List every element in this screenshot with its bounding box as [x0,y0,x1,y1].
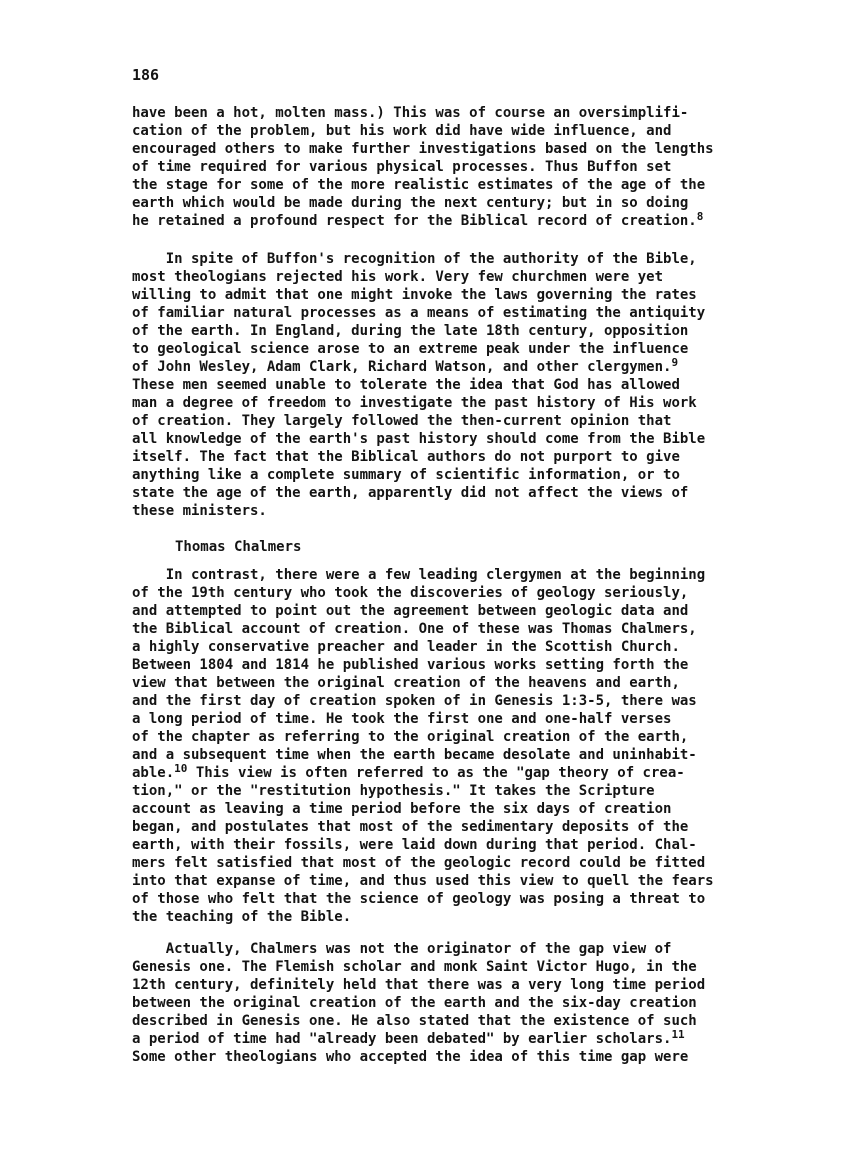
text-line: and a subsequent time when the earth became desolate and uninhabit- [132,747,697,763]
text-line [132,764,732,782]
text-line: view that between the original creation of the heavens and earth, [132,675,680,691]
text-line: These men seemed unable to tolerate the idea that God has allowed [132,377,680,393]
text-fragment: able. [132,765,175,781]
footnote-marker: 8 [696,210,704,223]
text-line: Actually, Chalmers was not the originator of the gap view of [132,941,672,957]
text-line: Genesis one. The Flemish scholar and monk Saint Victor Hugo, in the [132,959,697,975]
footnote-marker: 10 [174,762,188,775]
footnote-marker: 11 [671,1028,685,1041]
text-line: of familiar natural processes as a means of estimating the antiquity [132,305,706,321]
text-line [132,1030,732,1048]
text-line: Some other theologians who accepted the idea of this time gap were [132,1049,689,1065]
text-line: between the original creation of the earth and the six-day creation [132,995,697,1011]
paragraph-buffon-conclusion [132,104,732,230]
text-line: of those who felt that the science of geology was posing a threat to [132,891,706,907]
text-line: into that expanse of time, and thus used this view to quell the fears [132,873,714,889]
text-line: Between 1804 and 1814 he published various works setting forth the [132,657,689,673]
text-line: mers felt satisfied that most of the geologic record could be fitted [132,855,706,871]
text-line: a highly conservative preacher and leader in the Scottish Church. [132,639,680,655]
text-line: state the age of the earth, apparently did not affect the views of [132,485,689,501]
text-line: these ministers. [132,503,267,519]
text-line: and the first day of creation spoken of in Genesis 1:3-5, there was [132,693,697,709]
text-line: have been a hot, molten mass.) This was of course an oversimplifi- [132,105,689,121]
text-line: itself. The fact that the Biblical authors do not purport to give [132,449,680,465]
text-line: anything like a complete summary of scientific information, or to [132,467,680,483]
text-line: of the chapter as referring to the original creation of the earth, [132,729,689,745]
text-line: to geological science arose to an extreme peak under the influence [132,341,689,357]
text-fragment: This view is often referred to as the "gap theory of crea- [187,765,685,781]
text-line: all knowledge of the earth's past history should come from the Bible [132,431,706,447]
text-line [132,358,732,376]
paragraph-chalmers [132,566,732,926]
text-fragment: he retained a profound respect for the Biblical record of creation. [132,213,697,229]
text-line: a long period of time. He took the first one and one-half verses [132,711,672,727]
text-line: earth which would be made during the next century; but in so doing [132,195,689,211]
text-line: of the earth. In England, during the late 18th century, opposition [132,323,689,339]
text-line: of the 19th century who took the discoveries of geology seriously, [132,585,689,601]
text-line: man a degree of freedom to investigate the past history of His work [132,395,697,411]
text-line: In contrast, there were a few leading clergymen at the beginning [132,567,706,583]
text-line: 12th century, definitely held that there was a very long time period [132,977,706,993]
text-line: earth, with their fossils, were laid down during that period. Chal- [132,837,697,853]
text-line: and attempted to point out the agreement between geologic data and [132,603,689,619]
text-line: encouraged others to make further investigations based on the lengths [132,141,714,157]
paragraph-theologians-rejection [132,250,732,520]
text-line: the stage for some of the more realistic estimates of the age of the [132,177,706,193]
page-number: 186 [132,66,160,84]
text-fragment: a period of time had "already been debated" by earlier scholars. [132,1031,672,1047]
text-line: of time required for various physical processes. Thus Buffon set [132,159,672,175]
text-line: cation of the problem, but his work did have wide influence, and [132,123,672,139]
text-line: account as leaving a time period before the six days of creation [132,801,672,817]
paragraph-gap-view-origin [132,940,732,1066]
text-line: began, and postulates that most of the sedimentary deposits of the [132,819,689,835]
footnote-marker: 9 [671,356,679,369]
text-line: the Biblical account of creation. One of these was Thomas Chalmers, [132,621,697,637]
text-line: most theologians rejected his work. Very few churchmen were yet [132,269,664,285]
text-line: of creation. They largely followed the then-current opinion that [132,413,672,429]
section-heading: Thomas Chalmers [175,539,302,555]
text-line: described in Genesis one. He also stated that the existence of such [132,1013,697,1029]
text-line: willing to admit that one might invoke the laws governing the rates [132,287,697,303]
text-line: tion," or the "restitution hypothesis." It takes the Scripture [132,783,655,799]
text-line: the teaching of the Bible. [132,909,352,925]
text-line [132,212,732,230]
text-line: In spite of Buffon's recognition of the authority of the Bible, [132,251,697,267]
text-fragment: of John Wesley, Adam Clark, Richard Watson, and other clergymen. [132,359,672,375]
